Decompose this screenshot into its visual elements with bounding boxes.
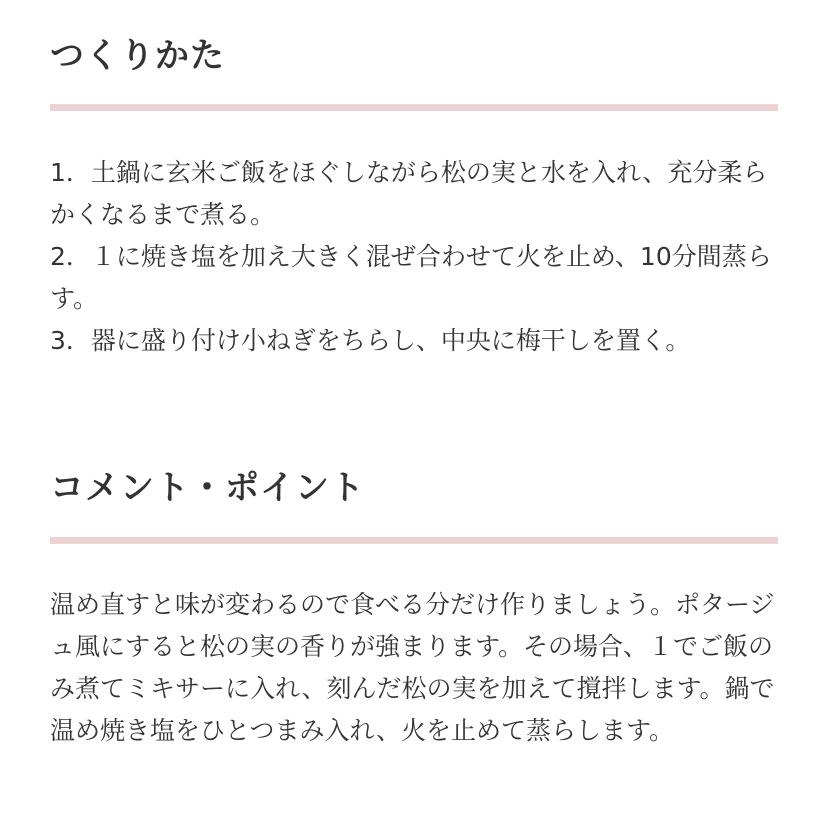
- instruction-step-1: 1．土鍋に玄米ご飯をほぐしながら松の実と水を入れ、充分柔らかくなるまで煮る。: [50, 158, 768, 229]
- instructions-heading-divider: [50, 104, 778, 111]
- instructions-step-list: [50, 152, 780, 362]
- instructions-heading: つくりかた: [50, 36, 225, 76]
- instruction-step-2: 2．１に焼き塩を加え大きく混ぜ合わせて火を止め、10分間蒸らす。: [50, 242, 772, 313]
- comment-point-heading-divider: [50, 537, 778, 544]
- comment-point-heading: コメント・ポイント: [50, 468, 365, 508]
- instruction-step-3: 3．器に盛り付け小ねぎをちらし、中央に梅干しを置く。: [50, 326, 691, 355]
- comment-point-text: 温め直すと味が変わるので食べる分だけ作りましょう。ポタージュ風にすると松の実の香りが強まります。その場合、１でご飯のみ煮てミキサーに入れ、刻んだ松の実を加えて撹拌します。鍋で温め焼き塩をひとつまみ入れ、火を止めて蒸らします。: [50, 590, 775, 745]
